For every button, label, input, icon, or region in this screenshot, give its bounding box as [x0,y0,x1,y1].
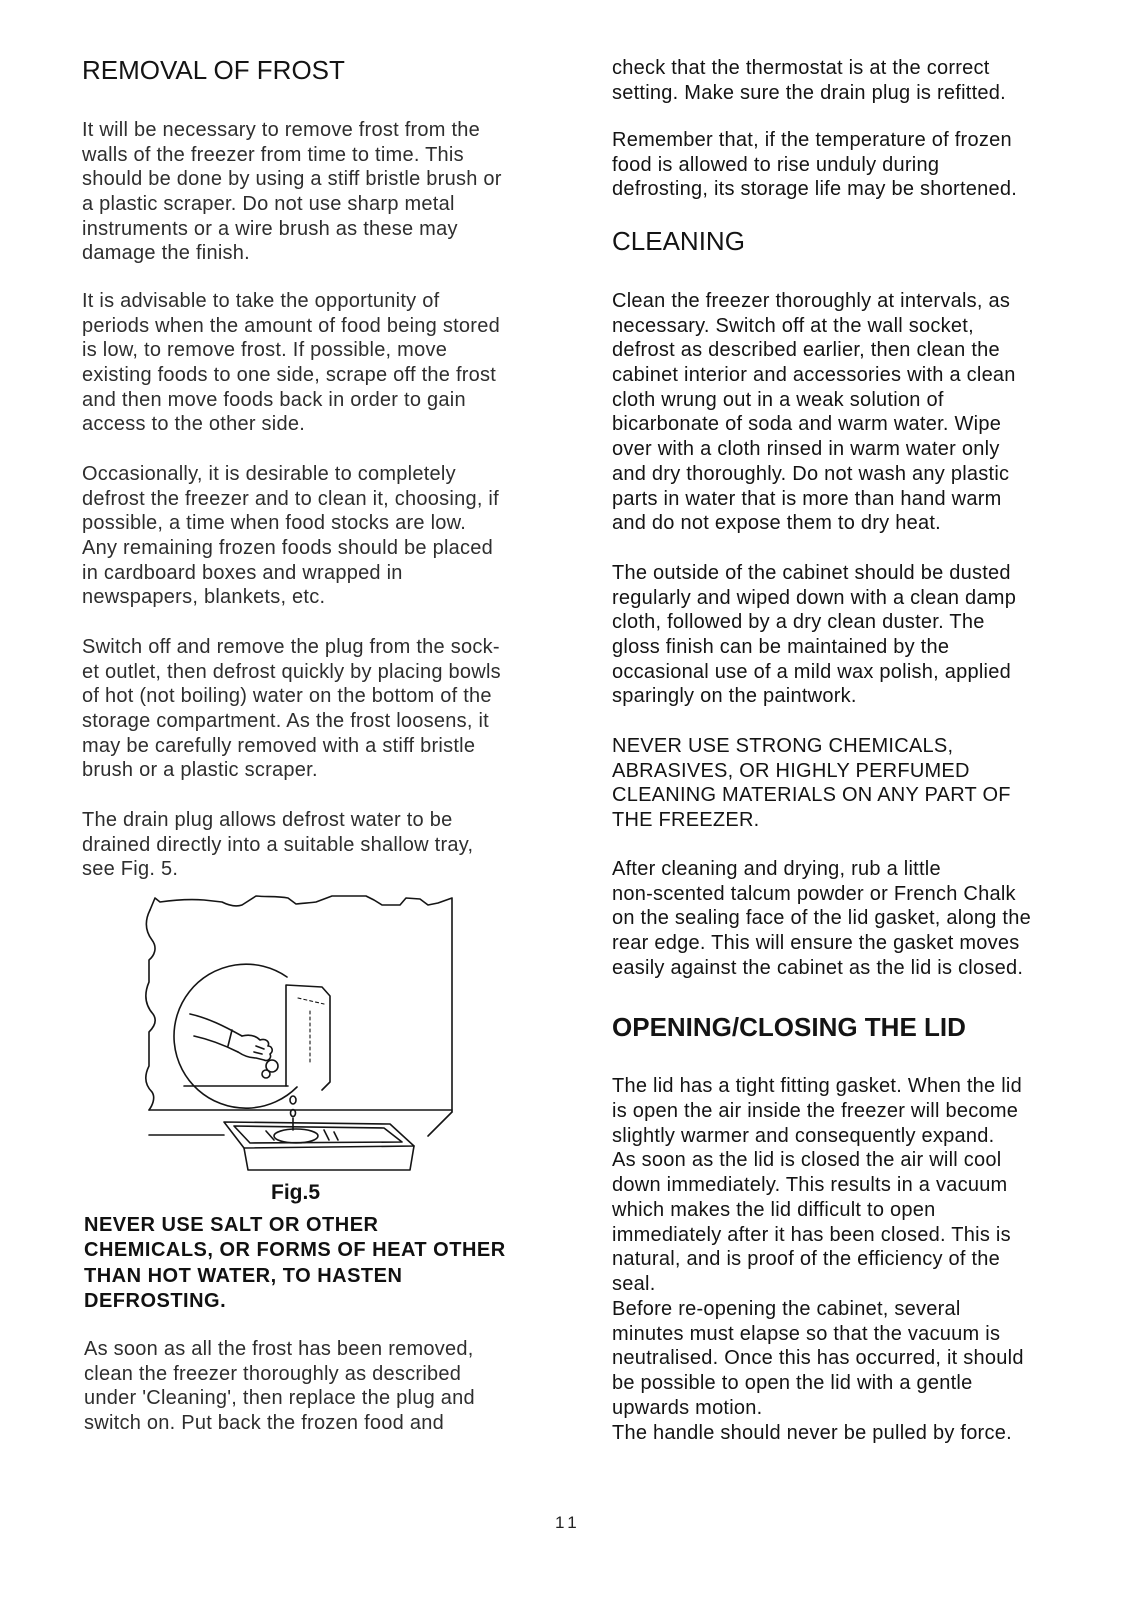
text-line: The lid has a tight fitting gasket. When the lid [612,1075,1022,1097]
text-line: DEFROSTING. [84,1289,227,1312]
text-line: immediately after it has been closed. This is [612,1223,1011,1246]
text-line: et outlet, then defrost quickly by placing bowls [82,660,501,683]
text-line: possible, a time when food stocks are low. [82,512,467,535]
cleaning-chemicals-warning [612,734,1011,833]
drain-housing [286,985,330,1090]
text-line: cabinet interior and accessories with a clean [612,364,1016,387]
text-line: walls of the freezer from time to time. This [82,143,464,166]
text-line: NEVER USE STRONG CHEMICALS, [612,735,954,757]
text-line: existing foods to one side, scrape off the frost [82,364,497,387]
text-line: The handle should never be pulled by force. [612,1421,1012,1444]
text-line: and do not expose them to dry heat. [612,512,941,535]
text-line: regularly and wiped down with a clean damp [612,586,1017,609]
text-line: drained directly into a suitable shallow tray, [82,833,474,856]
text-line: is open the air inside the freezer will become [612,1099,1019,1122]
text-line: As soon as the lid is closed the air will cool [612,1149,1002,1172]
text-line: over with a cloth rinsed in warm water only [612,438,1000,461]
text-line: Remember that, if the temperature of frozen [612,129,1012,151]
text-line: natural, and is proof of the efficiency of the [612,1248,1001,1271]
tray-front-face [244,1146,414,1170]
text-line: may be carefully removed with a stiff bristle [82,734,476,757]
text-line: and dry thoroughly. Do not wash any plastic [612,462,1010,485]
cabinet-outline-top-right [150,896,452,1112]
drain-housing-hidden-edge [298,998,324,1064]
text-line: sparingly on the paintwork. [612,685,857,708]
text-line: NEVER USE SALT OR OTHER [84,1214,379,1236]
text-line: Clean the freezer thoroughly at intervals, as [612,290,1011,312]
figure-caption: Fig.5 [271,1181,321,1204]
text-line: bicarbonate of soda and warm water. Wipe [612,413,1002,436]
text-line: should be done by using a stiff bristle brush or [82,168,502,191]
text-line: a plastic scraper. Do not use sharp metal [82,193,455,216]
text-line: THE FREEZER. [612,809,760,832]
text-line: parts in water that is more than hand warm [612,487,1002,510]
text-line: As soon as all the frost has been removed, [84,1338,474,1360]
text-line: storage compartment. As the frost loosens, it [82,710,489,733]
text-line: cloth wrung out in a weak solution of [612,388,944,411]
frost-paragraph-2 [82,289,500,437]
text-line: Switch off and remove the plug from the sock- [82,636,500,658]
frost-paragraph-3 [82,462,499,610]
arm-drawing [190,1014,242,1052]
text-line: It will be necessary to remove frost from the [82,119,481,141]
text-line: cloth, followed by a dry clean duster. The [612,611,985,634]
frost-paragraph-4 [82,635,501,783]
page-number: 11 [555,1513,581,1532]
text-line: The drain plug allows defrost water to be [82,809,453,831]
text-line: in cardboard boxes and wrapped in [82,561,403,584]
text-line: gloss finish can be maintained by the [612,636,950,659]
text-line: necessary. Switch off at the wall socket, [612,314,974,337]
lid-paragraph [612,1074,1024,1445]
text-line: see Fig. 5. [82,858,179,881]
text-line: be possible to open the lid with a gentle [612,1372,973,1395]
text-line: Any remaining frozen foods should be placed [82,537,494,560]
text-line: is low, to remove frost. If possible, move [82,339,448,362]
water-drop [290,1096,296,1104]
text-line: periods when the amount of food being stored [82,314,500,337]
defrost-warning [84,1213,506,1314]
text-line: seal. [612,1273,656,1296]
text-line: easily against the cabinet as the lid is closed. [612,956,1024,979]
text-line: defrosting, its storage life may be shortened. [612,178,1018,201]
text-line: food is allowed to rise unduly during [612,153,940,176]
text-line: which makes the lid difficult to open [612,1198,936,1221]
text-line: THAN HOT WATER, TO HASTEN [84,1264,403,1287]
text-line: CHEMICALS, OR FORMS OF HEAT OTHER [84,1239,506,1262]
text-line: non-scented talcum powder or French Chalk [612,882,1016,905]
cleaning-paragraph-1 [612,289,1016,536]
text-line: clean the freezer thoroughly as described [84,1362,462,1385]
text-line: check that the thermostat is at the correct [612,57,990,79]
text-line: minutes must elapse so that the vacuum is [612,1322,1001,1345]
text-line: instruments or a wire brush as these may [82,217,458,240]
text-line: CLEANING MATERIALS ON ANY PART OF [612,784,1011,807]
text-line: access to the other side. [82,413,306,436]
text-line: The outside of the cabinet should be dusted [612,562,1011,584]
cabinet-base-diagonal [428,1112,452,1136]
heading-removal-of-frost: REMOVAL OF FROST [82,55,345,85]
text-line: of hot (not boiling) water on the bottom of the [82,685,492,708]
text-line: slightly warmer and consequently expand. [612,1124,995,1147]
heading-cleaning: CLEANING [612,226,745,256]
text-line: and then move foods back in order to gain [82,388,466,411]
hand-drawing [238,1035,272,1060]
after-defrost-paragraph-continued [612,56,1006,105]
text-line: newspapers, blankets, etc. [82,586,326,609]
text-line: defrost the freezer and to clean it, choosing, if [82,487,499,510]
text-line: defrost as described earlier, then clean the [612,339,1000,362]
tray-water-marks [266,1130,338,1140]
heading-opening-closing-lid: OPENING/CLOSING THE LID [612,1012,966,1042]
cleaning-paragraph-2 [612,561,1016,709]
drain-plug-cap [262,1070,270,1078]
text-line: Before re-opening the cabinet, several [612,1297,961,1320]
cabinet-outline-left [146,910,155,1110]
figure-5-drawing [138,886,460,1182]
text-line: setting. Make sure the drain plug is refitted. [612,81,1006,104]
text-line: After cleaning and drying, rub a little [612,858,941,880]
tray-water-ripple [274,1129,318,1143]
text-line: switch on. Put back the frozen food and [84,1412,444,1435]
figure-5-svg [138,886,460,1182]
text-line: on the sealing face of the lid gasket, along the [612,907,1031,930]
frost-paragraph-1 [82,118,502,266]
text-line: brush or a plastic scraper. [82,759,318,782]
cleaning-paragraph-4 [612,857,1031,980]
text-line: rear edge. This will ensure the gasket moves [612,932,1020,955]
text-line: under 'Cleaning', then replace the plug and [84,1387,475,1410]
text-line: Occasionally, it is desirable to completely [82,463,456,485]
frost-paragraph-5 [82,808,473,882]
storage-life-reminder [612,128,1017,202]
text-line: damage the finish. [82,242,250,265]
text-line: occasional use of a mild wax polish, applied [612,660,1011,683]
after-defrost-paragraph [84,1337,475,1436]
text-line: down immediately. This results in a vacuum [612,1174,1008,1197]
text-line: neutralised. Once this has occurred, it should [612,1347,1024,1370]
text-line: It is advisable to take the opportunity of [82,290,440,312]
text-line: ABRASIVES, OR HIGHLY PERFUMED [612,759,970,782]
text-line: upwards motion. [612,1396,763,1419]
